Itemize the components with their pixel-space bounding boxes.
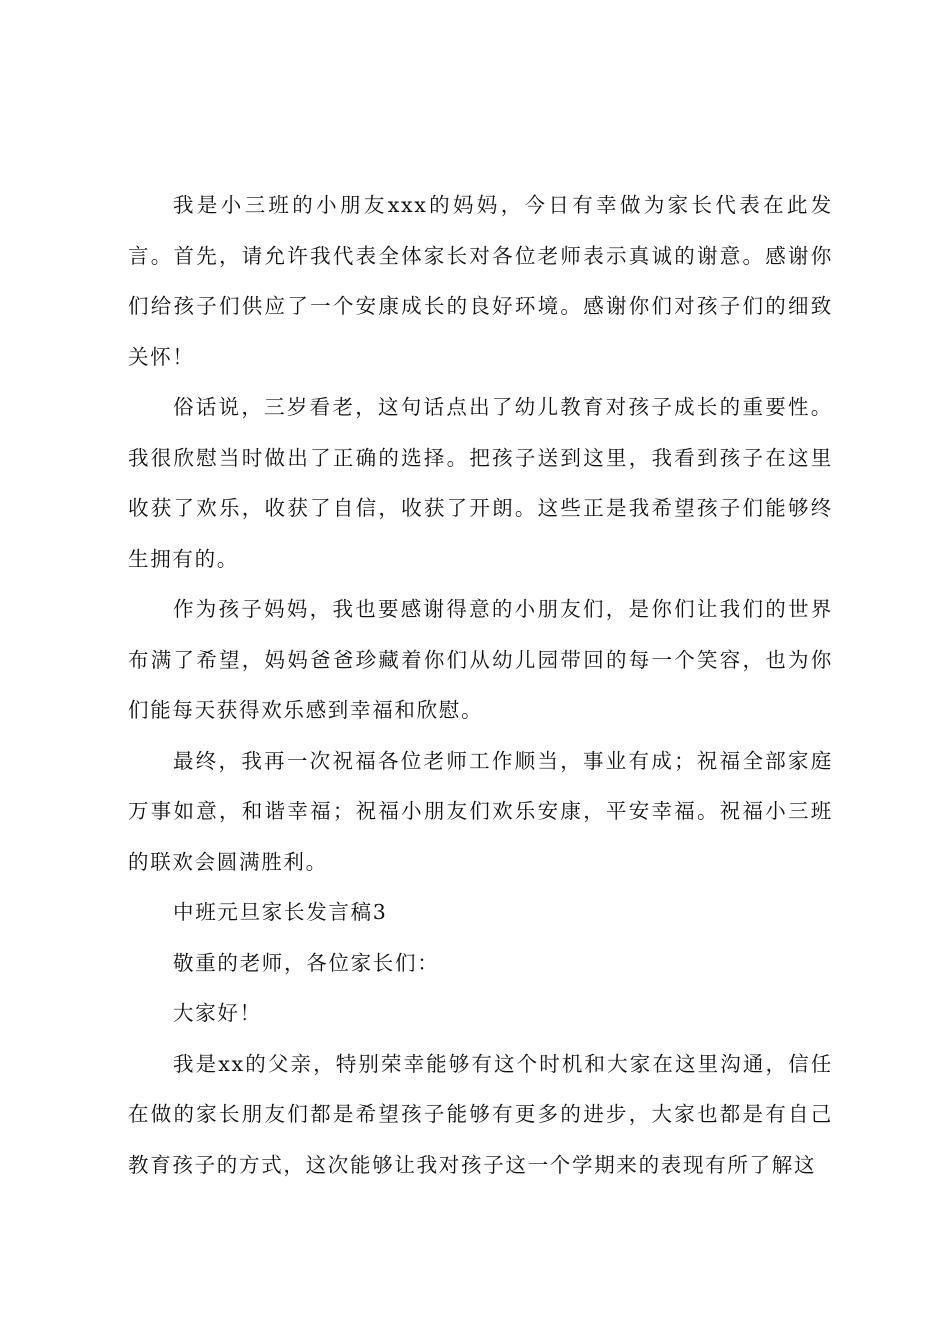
section-heading: 中班元旦家长发言稿3 xyxy=(173,900,388,924)
paragraph-father-intro: 我是xx的父亲，特别荣幸能够有这个时机和大家在这里沟通，信任在做的家长朋友们都是希望孩子能够有更多的进步，大家也都是有自己教育孩子的方式，这次能够让我对孩子这一个学期来的表现有所了解这 xyxy=(128,1051,833,1177)
paragraph-closing-wishes: 最终，我再一次祝福各位老师工作顺当，事业有成；祝福全部家庭万事如意，和谐幸福；祝福小朋友们欢乐安康，平安幸福。祝福小三班的联欢会圆满胜利。 xyxy=(128,748,833,874)
salutation: 敬重的老师，各位家长们： xyxy=(173,950,440,975)
greeting: 大家好！ xyxy=(173,1001,262,1025)
paragraph-thanks-children: 作为孩子妈妈，我也要感谢得意的小朋友们，是你们让我们的世界布满了希望，妈妈爸爸珍藏着你们从幼儿园带回的每一个笑容，也为你们能每天获得欢乐感到幸福和欣慰。 xyxy=(128,597,833,722)
document-body xyxy=(128,180,833,1190)
paragraph-education-importance: 俗话说，三岁看老，这句话点出了幼儿教育对孩子成长的重要性。我很欣慰当时做出了正确的选择。把孩子送到这里，我看到孩子在这里收获了欢乐，收获了自信，收获了开朗。这些正是我希望孩子们能够终生拥有的。 xyxy=(128,395,833,571)
paragraph-mother-intro: 我是小三班的小朋友xxx的妈妈，今日有幸做为家长代表在此发言。首先，请允许我代表全体家长对各位老师表示真诚的谢意。感谢你们给孩子们供应了一个安康成长的良好环境。感谢你们对孩子们的细致关怀！ xyxy=(128,193,833,369)
